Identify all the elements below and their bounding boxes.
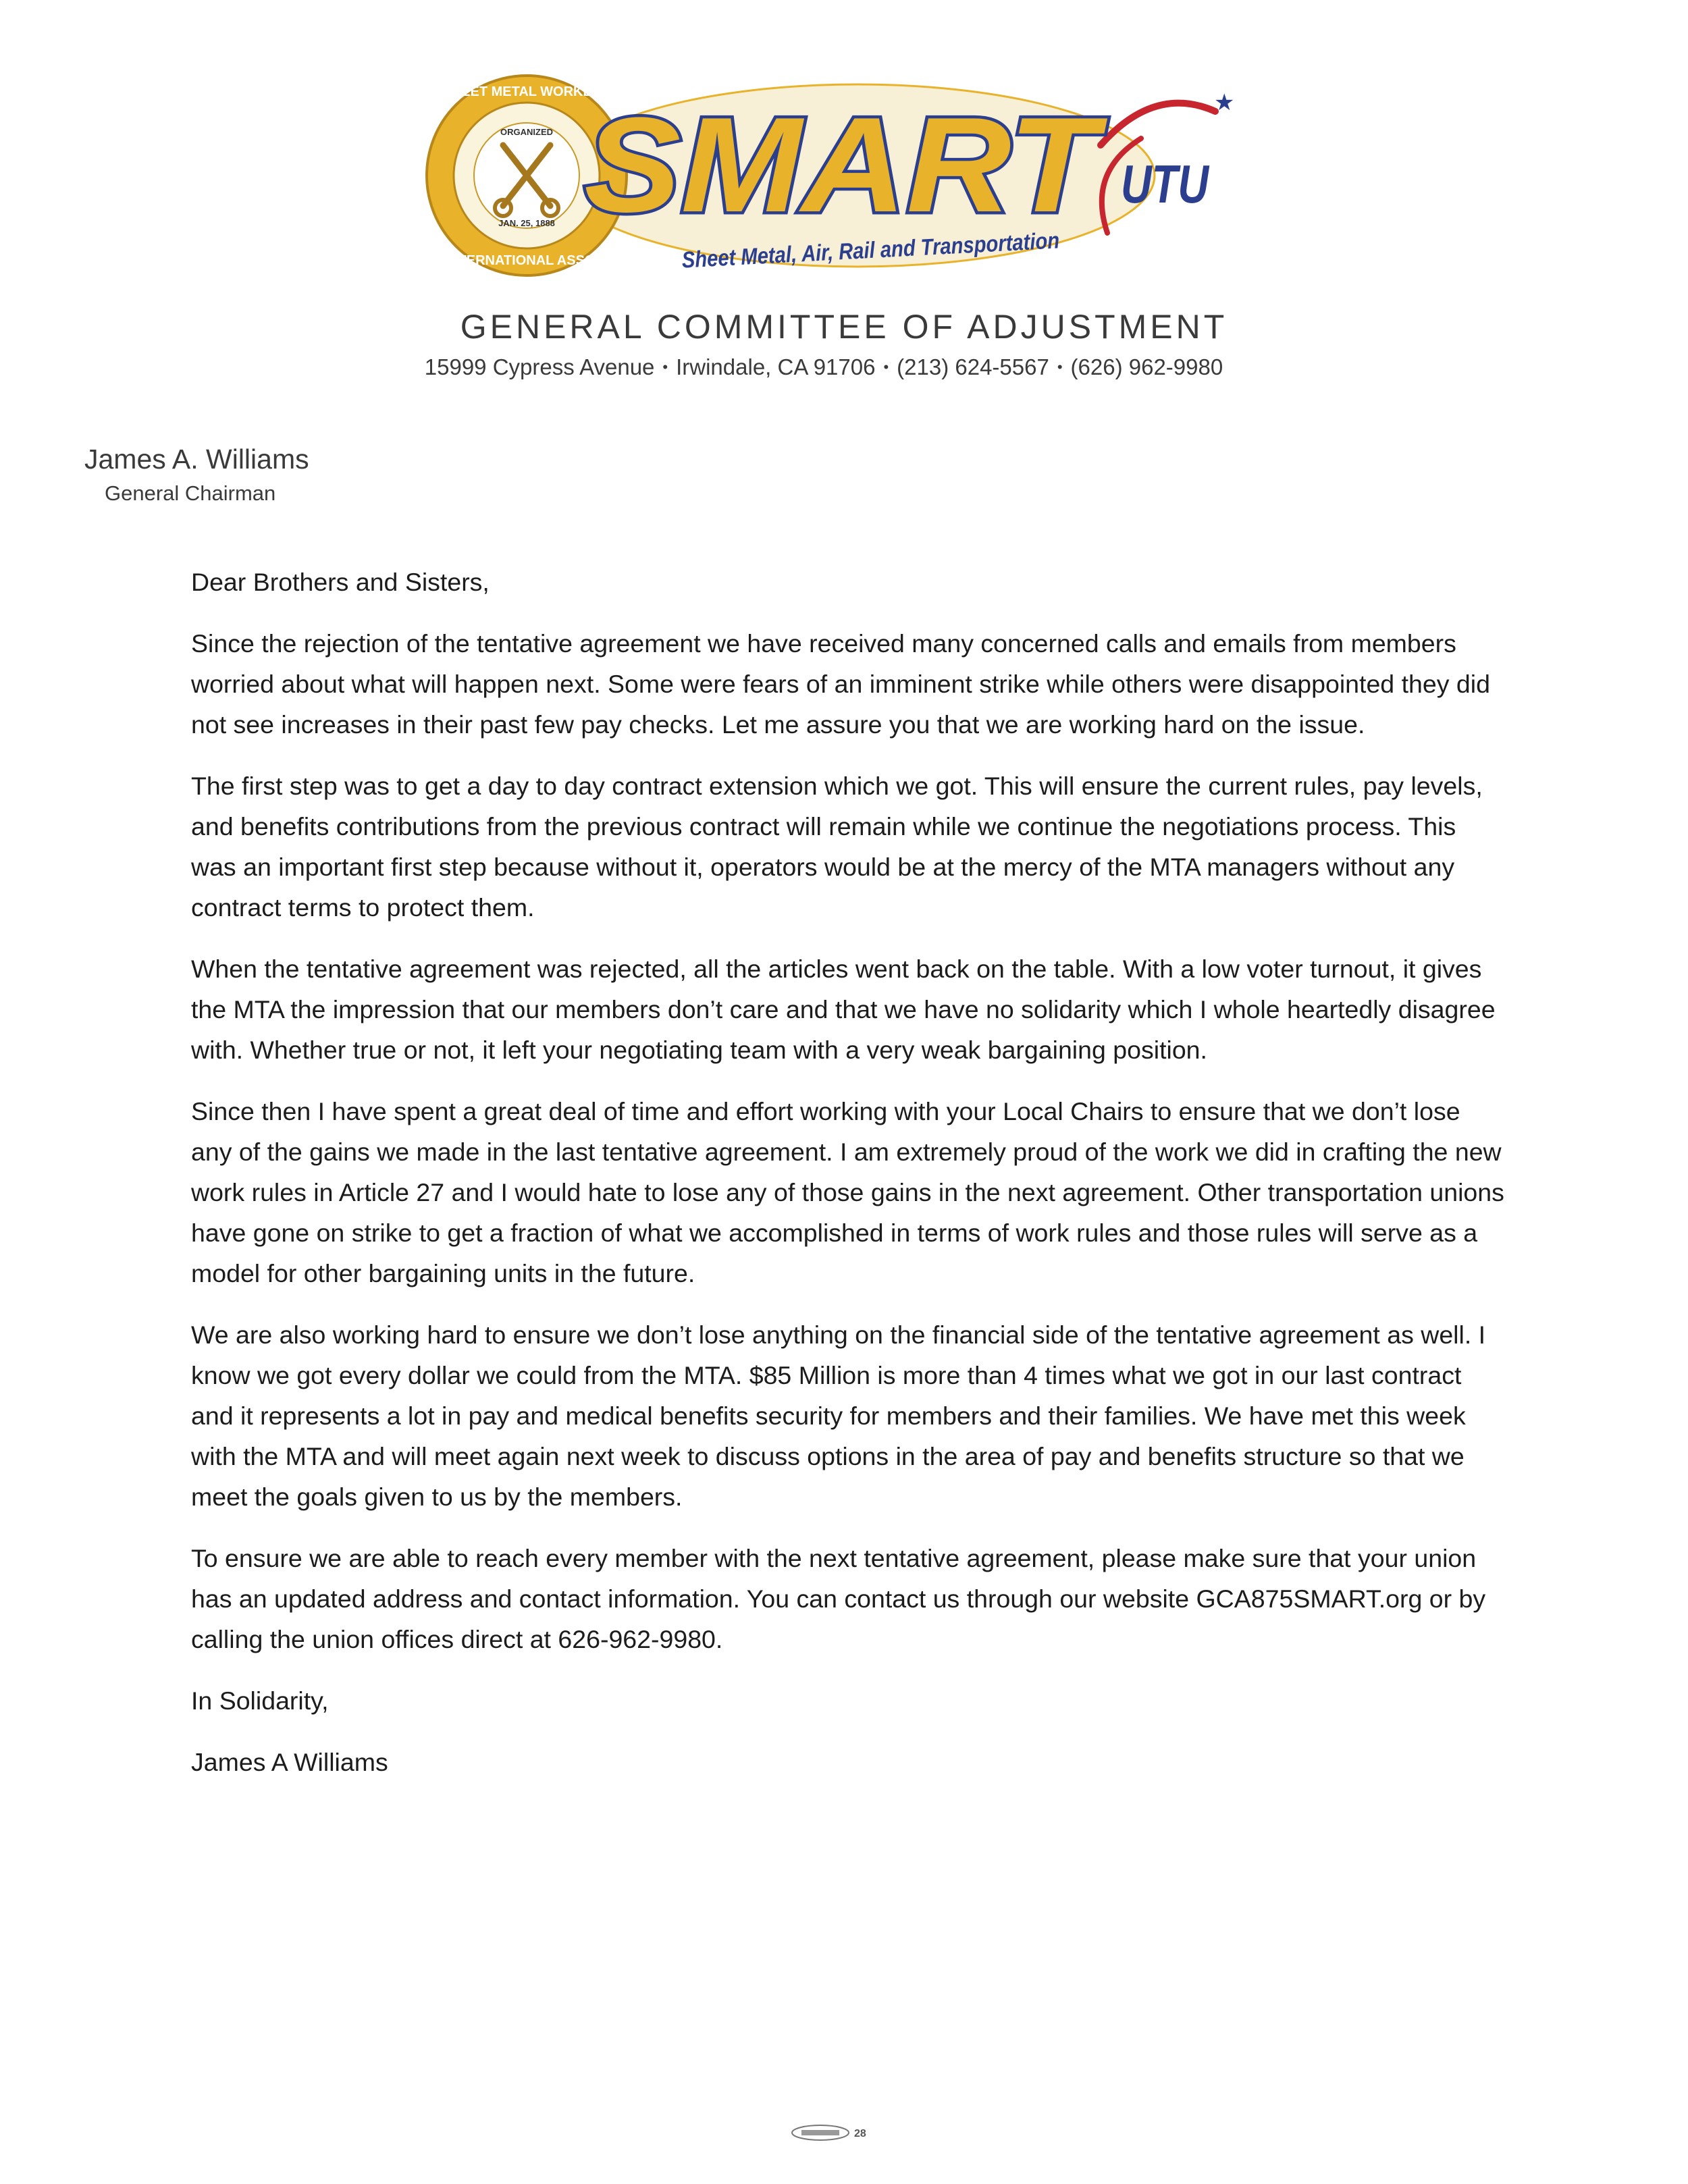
separator-dot: • xyxy=(1057,358,1063,375)
paragraph: Since the rejection of the tentative agreement we have received many concerned calls and emails from members worried about what will happen next. Some were fears of an imminent strike while others were disappointed they did not see increases in their past few pay checks. Let me assure you that we are working hard on the issue. xyxy=(191,629,1490,739)
paragraph: Since then I have spent a great deal of time and effort working with your Local Chairs to ensure that we don’t lose any of the gains we made in the last tentative agreement. I am extremely proud of the work we did in crafting the new work rules in Article 27 and I would hate to lose any of those gains in the next agreement. Other transportation unions have gone on strike to get a fraction of what we accomplished in terms of work rules and those rules will serve as a model for other bargaining units in the future. xyxy=(191,1097,1504,1287)
seal-organized-text: ORGANIZED xyxy=(500,127,553,137)
greeting: Dear Brothers and Sisters, xyxy=(191,568,490,596)
paragraph: When the tentative agreement was rejected, all the articles went back on the table. With a low voter turnout, it gives the MTA the impression that our members don’t care and that we have no solidarity which I whole heartedly disagree with. Whether true or not, it left your negotiating team with a very weak bargaining position. xyxy=(191,955,1496,1064)
separator-dot: • xyxy=(883,358,889,375)
union-bug-mark xyxy=(787,2123,878,2142)
paragraph: To ensure we are able to reach every member with the next tentative agreement, please make sure that your union has an updated address and contact information. You can contact us through our website GCA875SMART.org or by calling the union offices direct at 626-962-9980. xyxy=(191,1544,1486,1653)
paragraph: We are also working hard to ensure we don’t lose anything on the financial side of the tentative agreement as well. I know we got every dollar we could from the MTA. $85 Million is more than 4 times what we got in our last contract and it represents a lot in pay and medical benefits security for members and their families. We have met this week with the MTA and will meet again next week to discuss options in the area of pay and benefits structure so that we meet the goals given to us by the members. xyxy=(191,1321,1486,1511)
street-address: 15999 Cypress Avenue xyxy=(424,354,655,379)
letter-body xyxy=(191,562,1508,1803)
seal-date-text: JAN. 25, 1888 xyxy=(498,218,555,228)
logo-tagline: Sheet Metal, Air, Rail and Transportation xyxy=(681,224,1122,273)
signature: James A Williams xyxy=(191,1748,388,1776)
committee-heading: GENERAL COMMITTEE OF ADJUSTMENT xyxy=(460,308,1228,346)
union-bug-number: 28 xyxy=(854,2128,866,2139)
seal-top-text: SHEET METAL WORKERS xyxy=(442,84,611,99)
closing: In Solidarity, xyxy=(191,1686,329,1715)
logo-star-icon: ★ xyxy=(1214,89,1235,116)
sender-title: General Chairman xyxy=(105,481,276,505)
paragraph: The first step was to get a day to day contract extension which we got. This will ensure the current rules, pay levels, and benefits contributions from the previous contract will remain while we continue the negotiations process. This was an important first step because without it, operators would be at the mercy of the MTA managers without any contract terms to protect them. xyxy=(191,772,1483,922)
smart-logo xyxy=(425,57,1236,280)
logo-wordmark: SMART xyxy=(584,90,1108,240)
phone-1: (213) 624-5567 xyxy=(897,354,1049,379)
separator-dot: • xyxy=(662,358,668,375)
phone-2: (626) 962-9980 xyxy=(1070,354,1223,379)
address-line xyxy=(0,354,1647,380)
seal-bottom-text: INTERNATIONAL ASSOC. xyxy=(444,253,609,268)
logo-utu: UTU xyxy=(1121,154,1210,214)
city-state-zip: Irwindale, CA 91706 xyxy=(676,354,876,379)
sender-name: James A. Williams xyxy=(84,444,309,475)
